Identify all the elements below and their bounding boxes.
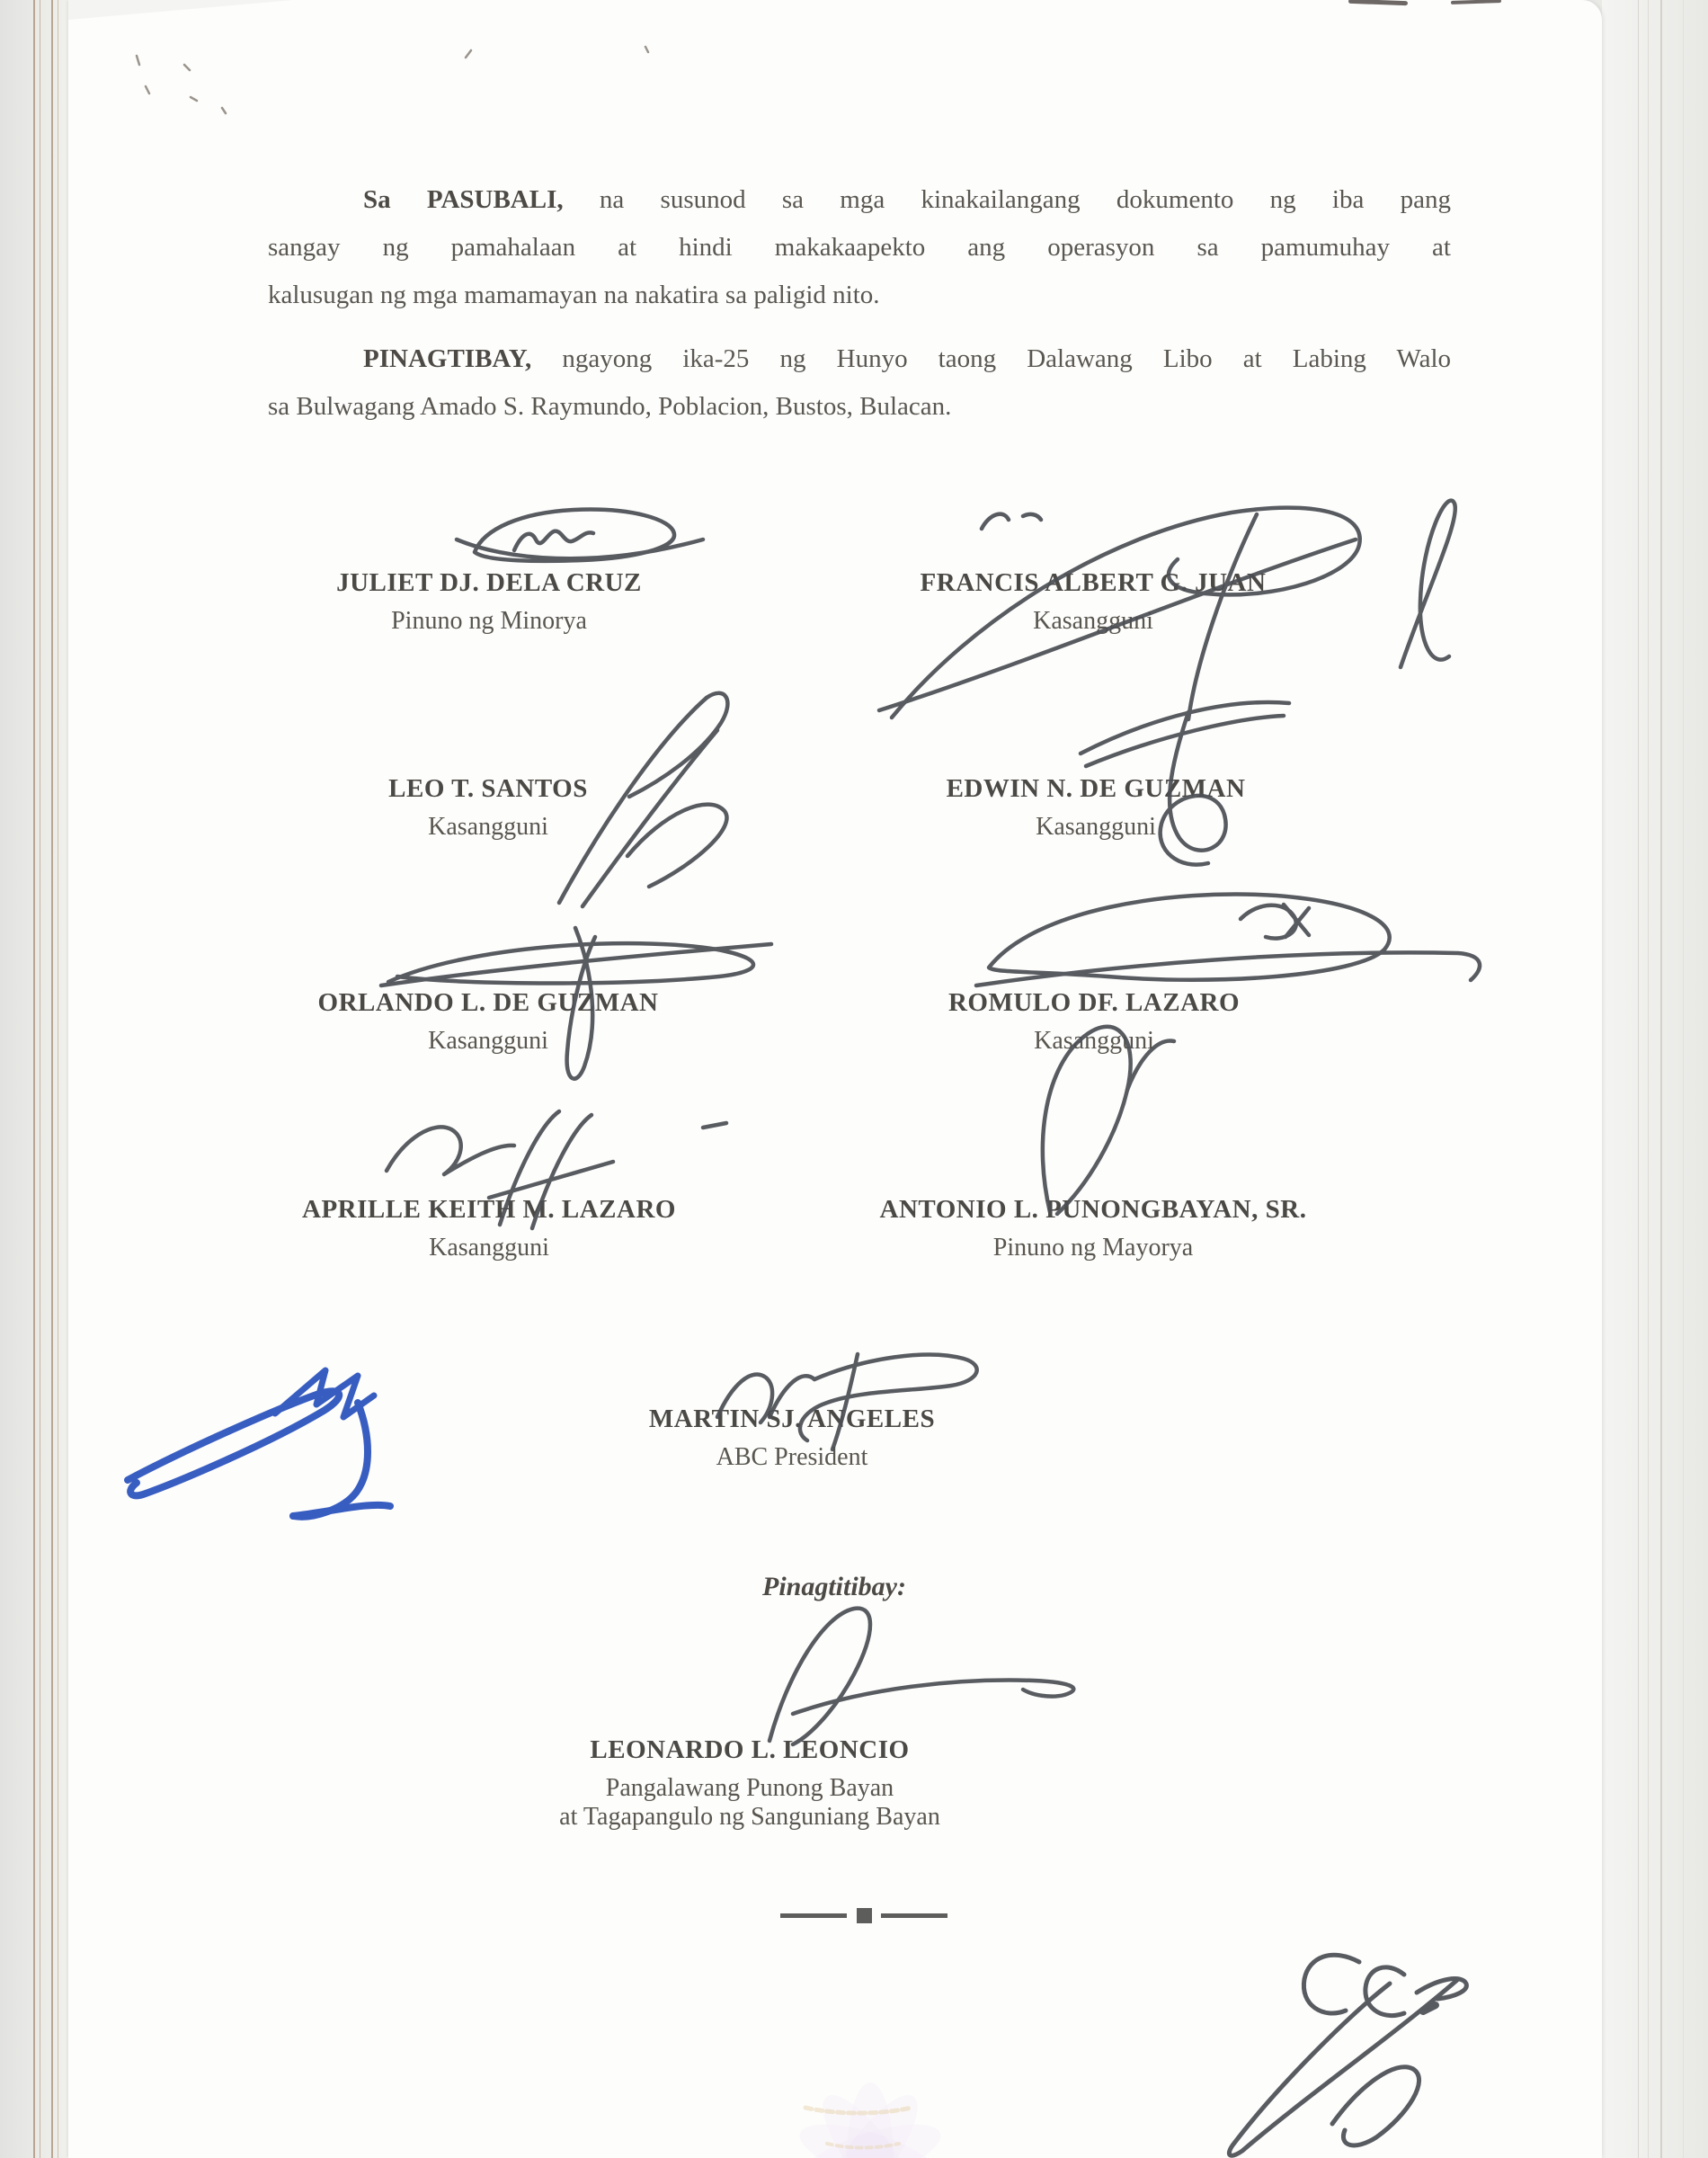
signatory-title: Pangalawang Punong Bayan	[605, 1774, 894, 1802]
signatory-title: at Tagapangulo ng Sanguniang Bayan	[559, 1803, 940, 1831]
signatory-name: MARTIN SJ. ANGELES	[648, 1404, 936, 1433]
clause-line: sangay ng pamahalaan at hindi makakaapekto ang operasyon sa pamumuhay at	[268, 233, 1451, 262]
clause-line: kalusugan ng mga mamamayan na nakatira sa paligid nito.	[268, 281, 880, 309]
signatory-antonio-punongbayan	[880, 1195, 1307, 1262]
scan-edge-line	[1638, 0, 1639, 2158]
clause-lead: Sa PASUBALI,	[363, 185, 564, 214]
signatory-name: ANTONIO L. PUNONGBAYAN, SR.	[879, 1195, 1307, 1224]
scan-edge-right	[1602, 0, 1708, 2158]
signatory-name: LEONARDO L. LEONCIO	[590, 1735, 910, 1764]
signatory-name: ROMULO DF. LAZARO	[947, 988, 1241, 1017]
signatory-title: Kasangguni	[428, 813, 548, 841]
clause-line	[268, 335, 1451, 383]
divider-line	[881, 1913, 947, 1918]
scan-edge-line	[1683, 0, 1684, 2158]
signatory-aprille-keith-lazaro	[302, 1195, 676, 1262]
scan-edge-left	[0, 0, 68, 2158]
signatory-orlando-de-guzman	[318, 988, 659, 1055]
signatory-title: ABC President	[716, 1443, 868, 1471]
signatory-title: Kasangguni	[429, 1234, 549, 1262]
page-corner-shade	[68, 0, 293, 20]
divider-line	[780, 1913, 847, 1918]
signatory-name: APRILLE KEITH M. LAZARO	[302, 1195, 676, 1224]
signatory-name: ORLANDO L. DE GUZMAN	[317, 988, 659, 1017]
signatory-name: FRANCIS ALBERT G. JUAN	[920, 568, 1267, 597]
clause-lead: PINAGTIBAY,	[363, 344, 532, 373]
signatory-title: Kasangguni	[428, 1027, 548, 1055]
signatory-edwin-de-guzman	[947, 774, 1246, 841]
scan-edge-line	[51, 0, 53, 2158]
scan-edge-line	[33, 0, 35, 2158]
signatory-name: EDWIN N. DE GUZMAN	[946, 774, 1246, 803]
signatory-title: Kasangguni	[1036, 813, 1156, 841]
signatory-name: LEO T. SANTOS	[388, 774, 588, 803]
divider-square	[857, 1908, 872, 1923]
signatory-romulo-lazaro	[948, 988, 1240, 1055]
signatory-title: Pinuno ng Mayorya	[992, 1234, 1194, 1262]
attestation-label: Pinagtitibay:	[762, 1572, 906, 1601]
clause-line: sa Bulwagang Amado S. Raymundo, Poblacion, Bustos, Bulacan.	[268, 392, 952, 421]
end-divider	[780, 1907, 947, 1923]
signatory-leo-santos	[388, 774, 588, 841]
signatory-francis-albert-juan	[921, 568, 1267, 635]
signatory-title: Kasangguni	[1034, 1027, 1154, 1055]
clause-text: ngayong ika-25 ng Hunyo taong Dalawang Libo at Labing Walo	[562, 344, 1451, 373]
scan-edge-line	[1660, 0, 1662, 2158]
signatory-name: JULIET DJ. DELA CRUZ	[336, 568, 642, 597]
signatory-juliet-dela-cruz	[336, 568, 642, 635]
clause-pasubali	[268, 176, 1451, 319]
clause-line	[268, 176, 1451, 224]
document-page	[68, 0, 1602, 2158]
signatory-title: Pinuno ng Minorya	[391, 607, 587, 635]
clause-pinagtibay	[268, 335, 1451, 431]
signatory-title: Kasangguni	[1033, 607, 1153, 635]
scan-edge-line	[1648, 0, 1649, 2158]
signatory-martin-angeles	[649, 1404, 935, 1471]
clause-text: na susunod sa mga kinakailangang dokumento ng iba pang	[599, 185, 1451, 214]
attestation-leonardo-leoncio	[559, 1735, 940, 1831]
